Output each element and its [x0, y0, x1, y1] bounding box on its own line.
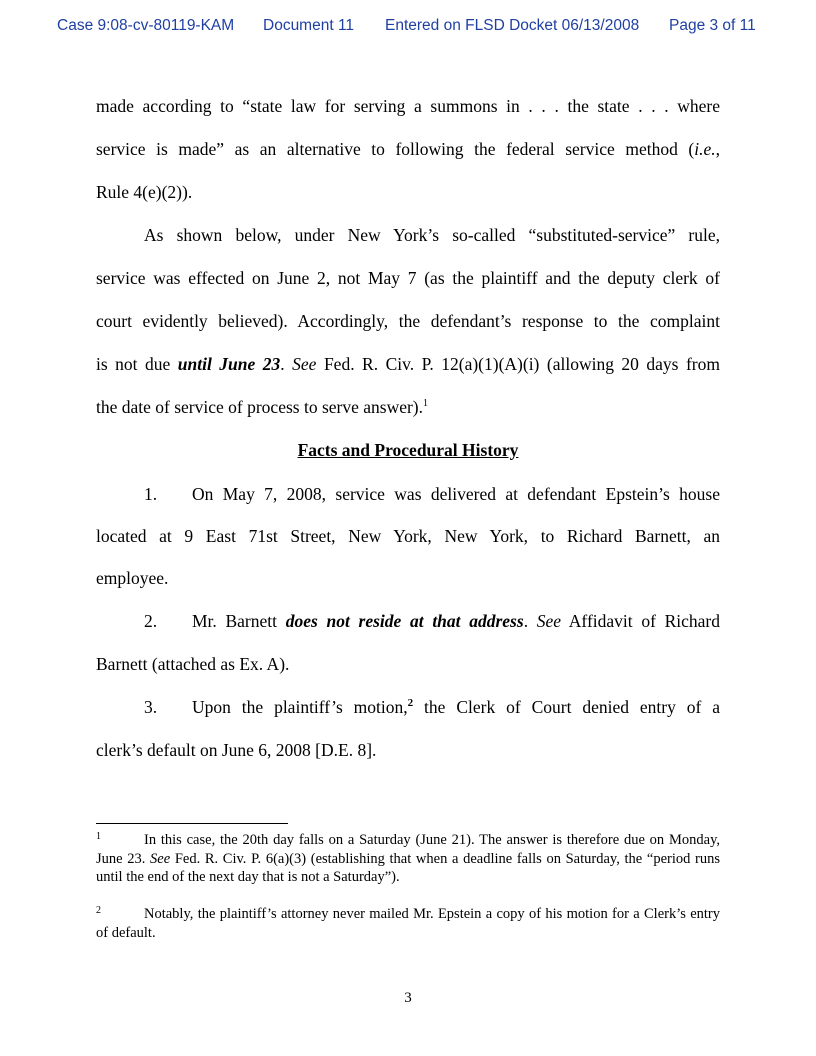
footnote-ref-2: 2 — [407, 697, 414, 709]
item2-line-2: Barnett (attached as Ex. A). — [96, 654, 290, 674]
footnote-2: 2 Notably, the plaintiff’s attorney never mailed Mr. Epstein a copy of his motion for a Clerk’s entry of default. — [96, 905, 720, 941]
docket-header — [0, 17, 816, 39]
intro-line-1: made according to “state law for serving a summons in . . . the state . . . where — [96, 96, 720, 116]
docket-entry: Entered on FLSD Docket 06/13/2008 — [385, 17, 640, 34]
para2-line-2: service was effected on June 2, not May 7 (as the plaintiff and the deputy clerk of — [96, 268, 720, 288]
footnote-ref-1: 1 — [423, 398, 429, 409]
page-count: Page 3 of 11 — [669, 17, 756, 34]
page-number: 3 — [404, 990, 412, 1006]
item2-number: 2. — [144, 611, 158, 631]
para2-line-1: As shown below, under New York’s so-called “substituted-service” rule, — [144, 225, 720, 245]
para2-line-3: court evidently believed). Accordingly, the defendant’s response to the complaint — [96, 311, 720, 331]
section-heading: Facts and Procedural History — [297, 440, 519, 460]
case-number: Case 9:08-cv-80119-KAM — [57, 17, 235, 34]
item3-line-1: Upon the plaintiff’s motion,$^2$ the Clerk of Court denied entry of a — [192, 697, 721, 717]
intro-line-2: service is made” as an alternative to following the federal service method (i.e., — [96, 139, 720, 159]
item3-line-2: clerk’s default on June 6, 2008 [D.E. 8]. — [96, 740, 377, 760]
footnote-divider — [96, 823, 288, 824]
item2-line-1: Mr. Barnett does not reside at that address. See Affidavit of Richard — [192, 611, 721, 631]
item1-number: 1. — [144, 484, 158, 504]
item1-line-3: employee. — [96, 568, 169, 588]
footnote-1: 1 In this case, the 20th day falls on a Saturday (June 21). The answer is therefore due on Monday, June 23. See Fed. R. Civ. P. 6(a)(3) (establishing that when a deadline falls on Saturday, the “period runs until the end of the next day that is not a Saturday”). — [96, 831, 720, 885]
item1-line-1: On May 7, 2008, service was delivered at defendant Epstein’s house — [192, 484, 720, 504]
intro-line-3: Rule 4(e)(2)). — [96, 182, 193, 202]
para2-line-5: the date of service of process to serve answer).$^1$ — [96, 397, 429, 417]
item3-number: 3. — [144, 697, 158, 717]
document-number: Document 11 — [263, 17, 355, 34]
item1-line-2: located at 9 East 71st Street, New York, New York, to Richard Barnett, an — [96, 526, 720, 546]
para2-line-4: is not due until June 23. See Fed. R. Civ. P. 12(a)(1)(A)(i) (allowing 20 days from — [96, 354, 720, 374]
